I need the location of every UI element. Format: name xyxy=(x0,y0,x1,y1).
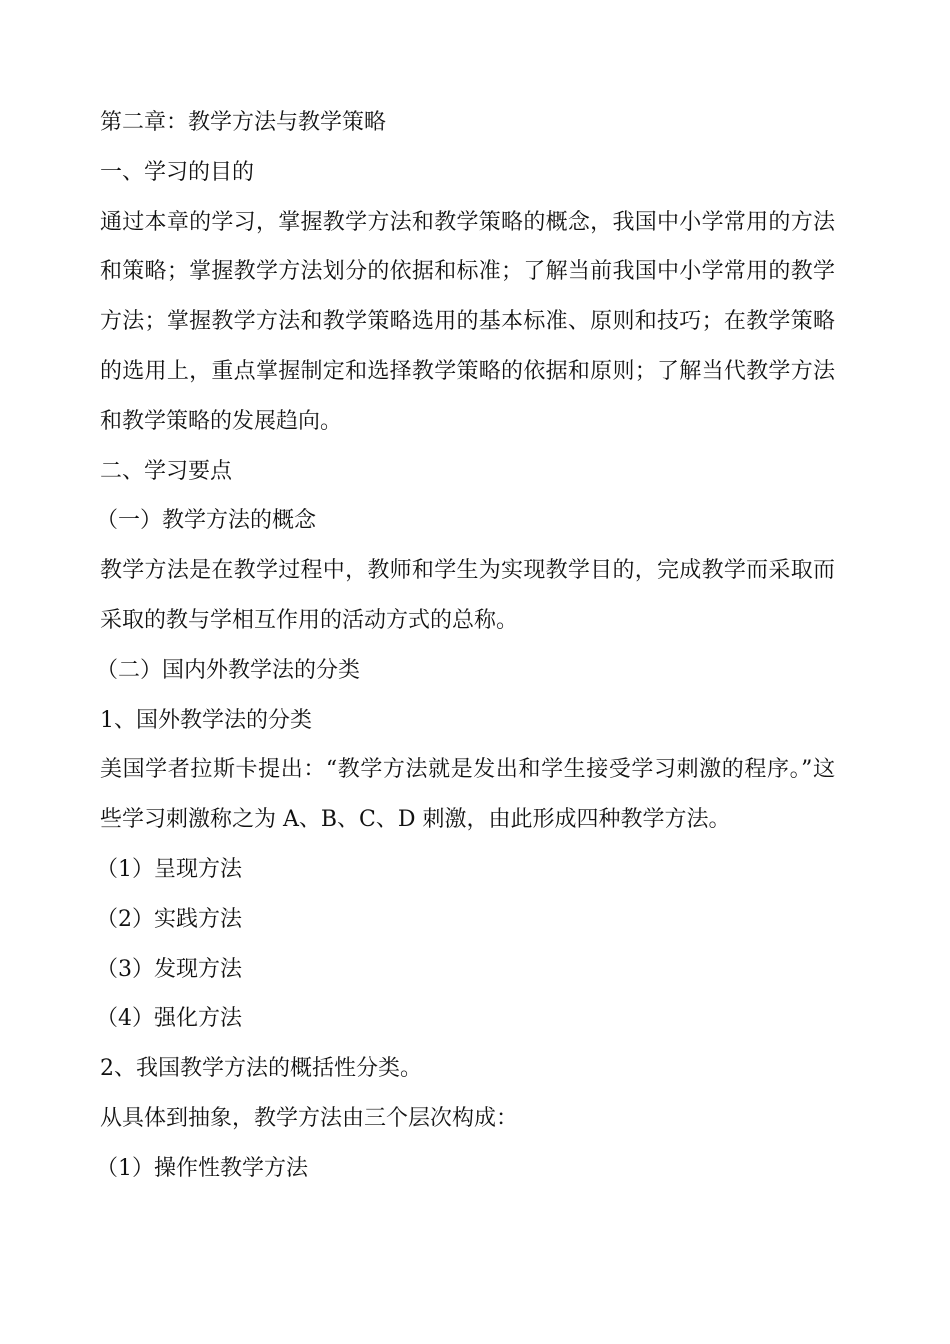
section-heading-key-points: 二、学习要点 xyxy=(100,458,233,484)
document-body xyxy=(96,98,835,1194)
paragraph-line: 采取的教与学相互作用的活动方式的总称。 xyxy=(100,607,519,633)
list-item: （4）强化方法 xyxy=(96,1006,242,1032)
list-item: （2）实践方法 xyxy=(96,906,242,932)
paragraph-line: 和教学策略的发展趋向。 xyxy=(100,408,343,434)
numbered-heading: 2、我国教学方法的概括性分类。 xyxy=(100,1056,422,1082)
paragraph-line: 的选用上，重点掌握制定和选择教学策略的依据和原则；了解当代教学方法 xyxy=(100,358,835,384)
subsection-heading: （二）国内外教学法的分类 xyxy=(96,657,361,683)
paragraph-line: 从具体到抽象，教学方法由三个层次构成： xyxy=(100,1105,519,1131)
paragraph-line: 教学方法是在教学过程中，教师和学生为实现教学目的，完成教学而采取而 xyxy=(100,558,835,584)
list-item: （1）呈现方法 xyxy=(96,856,242,882)
list-item: （3）发现方法 xyxy=(96,956,242,982)
paragraph-line: 通过本章的学习，掌握教学方法和教学策略的概念，我国中小学常用的方法 xyxy=(100,209,835,235)
section-heading-objectives: 一、学习的目的 xyxy=(100,159,255,185)
paragraph-line: 和策略；掌握教学方法划分的依据和标准；了解当前我国中小学常用的教学 xyxy=(100,259,835,285)
paragraph-line: 些学习刺激称之为 A、B、C、D 刺激，由此形成四种教学方法。 xyxy=(100,807,731,833)
numbered-heading: 1、国外教学法的分类 xyxy=(100,707,312,733)
paragraph-line: 方法；掌握教学方法和教学策略选用的基本标准、原则和技巧；在教学策略 xyxy=(100,309,835,335)
chapter-title: 第二章：教学方法与教学策略 xyxy=(100,110,387,135)
list-item: （1）操作性教学方法 xyxy=(96,1155,308,1181)
subsection-heading: （一）教学方法的概念 xyxy=(96,508,317,534)
paragraph-line: 美国学者拉斯卡提出：“教学方法就是发出和学生接受学习刺激的程序。”这 xyxy=(100,757,835,783)
